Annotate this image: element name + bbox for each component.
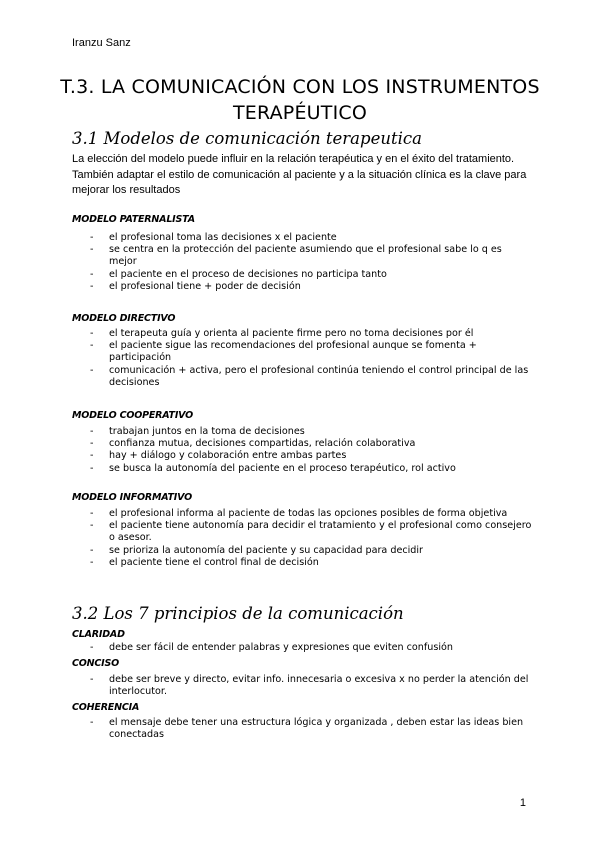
list-item: - debe ser breve y directo, evitar info. innecesaria o excesiva x no perder la atención del interlocutor. [90,674,529,698]
section-2-heading: 3.2 Los 7 principios de la comunicación [72,604,404,623]
list-item: - confianza mutua, decisiones compartidas, relación colaborativa [90,438,416,450]
model-list-directivo [72,328,532,389]
model-list-paternalista [72,232,532,293]
list-item: - comunicación + activa, pero el profesional continúa teniendo el control principal de las decisiones [90,364,529,388]
principle-list-coherencia [72,717,532,741]
list-item: - el paciente tiene el control final de decisión [90,556,319,568]
model-heading-informativo: MODELO INFORMATIVO [72,492,192,503]
list-item: - trabajan juntos en la toma de decisiones [90,426,305,437]
model-list-cooperativo [72,426,532,475]
section-1-heading: 3.1 Modelos de comunicación terapeutica [72,129,422,148]
document-title [60,74,540,126]
model-list-informativo [72,508,532,569]
title-line-2: TERAPÉUTICO [232,102,368,124]
list-item: - debe ser fácil de entender palabras y expresiones que eviten confusión [90,642,453,653]
list-item: - hay + diálogo y colaboración entre ambas partes [90,450,347,462]
principle-heading-conciso: CONCISO [72,658,120,669]
list-item: - el profesional tiene + poder de decisión [90,280,301,292]
list-item: - se busca la autonomía del paciente en el proceso terapéutico, rol activo [90,462,456,474]
principle-heading-coherencia: COHERENCIA [72,702,140,713]
list-item: - el paciente en el proceso de decisiones no participa tanto [90,268,387,280]
list-item: - el profesional toma las decisiones x el paciente [90,232,337,243]
section-1-intro: La elección del modelo puede influir en la relación terapéutica y en el éxito del tratamiento. También adaptar el estilo de comunicación al paciente y a la situación clínica es la clave para mejorar los resultados [72,153,527,196]
list-item: - el mensaje debe tener una estructura lógica y organizada , deben estar las ideas bien conectadas [90,717,524,741]
principle-heading-claridad: CLARIDAD [72,629,125,640]
list-item: - el terapeuta guía y orienta al paciente firme pero no toma decisiones por él [90,328,474,339]
list-item: - se centra en la protección del paciente asumiendo que el profesional sabe lo q es mejor [90,244,502,268]
title-line-1: T.3. LA COMUNICACIÓN CON LOS INSTRUMENTOS [60,76,540,98]
model-heading-paternalista: MODELO PATERNALISTA [72,214,195,225]
model-heading-directivo: MODELO DIRECTIVO [72,313,176,324]
principle-list-conciso [72,674,532,698]
model-heading-cooperativo: MODELO COOPERATIVO [72,410,194,421]
list-item: - el profesional informa al paciente de todas las opciones posibles de forma objetiva [90,508,508,519]
list-item: - el paciente tiene autonomía para decidir el tratamiento y el profesional como consejero o asesor. [90,520,532,544]
list-item: - el paciente sigue las recomendaciones del profesional aunque se fomenta + participación [90,340,477,364]
author-name: Iranzu Sanz [72,37,131,49]
page-number: 1 [519,797,526,809]
list-item: - se prioriza la autonomía del paciente y su capacidad para decidir [90,544,423,556]
principle-list-claridad [72,642,532,654]
